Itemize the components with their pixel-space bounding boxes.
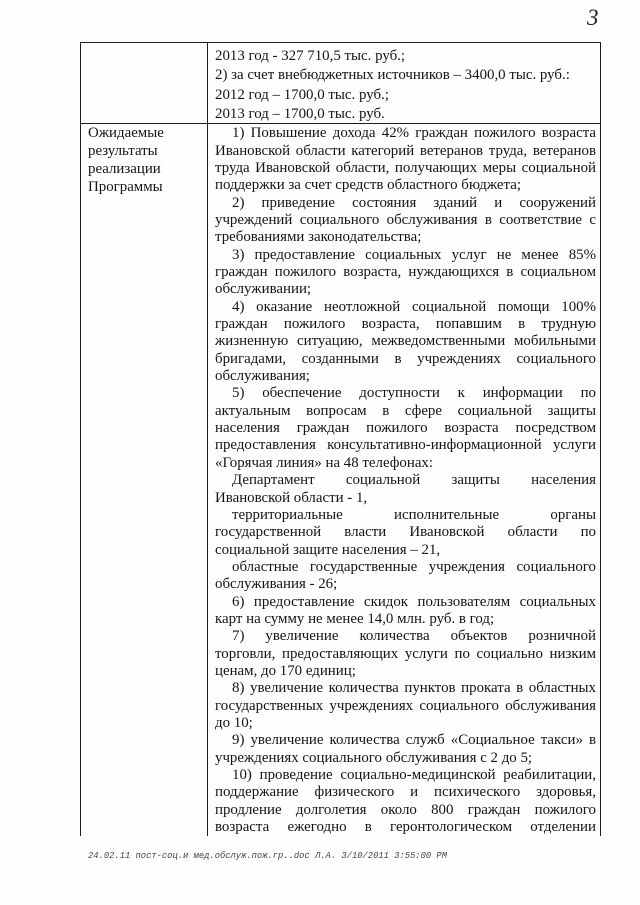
label-line: Ожидаемые — [88, 125, 164, 141]
text-line: учреждениях социального обслуживания с 2 до 5; — [215, 749, 533, 766]
result-item-6 — [215, 594, 596, 629]
text-line: предоставления консультативно-информационной услуги — [215, 437, 596, 454]
text-line: 7) увеличение количества объектов розничной — [232, 628, 596, 645]
text-line: 2012 год – 1700,0 тыс. руб.; — [215, 86, 389, 103]
text-line: труда Ивановской области, получающих меры социальной — [215, 159, 596, 176]
result-item-2 — [215, 195, 596, 247]
text-line: 2013 год - 327 710,5 тыс. руб.; — [215, 47, 406, 64]
label-line: реализации — [88, 161, 161, 177]
text-line: жизненную ситуацию, межведомственными мобильными — [215, 333, 596, 350]
text-line: учреждений социального обслуживания в соответствие с — [215, 212, 596, 229]
result-item-7 — [215, 628, 596, 680]
text-line: требованиями законодательства; — [215, 229, 422, 246]
label-line: результаты — [88, 143, 158, 159]
document-footer: 24.02.11 пост-соц.и мед.обслуж.пож.гр..doc Л.А. 3/10/2011 3:55:00 PM — [88, 851, 447, 861]
text-line: 4) оказание неотложной социальной помощи 100% — [232, 298, 596, 315]
text-line: карт на сумму не менее 14,0 млн. руб. в год; — [215, 610, 495, 627]
result-item-1 — [215, 125, 596, 194]
column-divider — [207, 42, 208, 836]
text-line: областные государственные учреждения социального — [232, 558, 596, 575]
text-line: 6) предоставление скидок пользователям социальных — [232, 593, 596, 610]
text-line: обслуживания; — [215, 368, 310, 385]
text-line: 8) увеличение количества пунктов проката в областных — [232, 680, 596, 697]
text-line: бригадами, созданными в учреждениях социального — [215, 350, 596, 367]
text-line: Ивановской области категорий ветеранов труда, ветеранов — [215, 142, 596, 159]
result-item-9 — [215, 732, 596, 767]
text-line: территориальные исполнительные органы — [232, 506, 596, 523]
text-line: социальной защите населения – 21, — [215, 541, 441, 558]
text-line: граждан пожилого возраста, нуждающихся в социальном — [215, 264, 596, 281]
hotline-regional-institutions — [215, 559, 596, 594]
text-line: граждан пожилого возраста, попавшим в трудную — [215, 316, 596, 333]
result-item-4 — [215, 299, 596, 386]
text-line: обслуживании; — [215, 281, 312, 298]
text-line: возраста ежегодно в геронтологическом отделении — [215, 819, 596, 836]
text-line: 10) проведение социально-медицинской реабилитации, — [232, 767, 596, 784]
hotline-department — [215, 472, 596, 507]
hotline-territorial-bodies — [215, 507, 596, 559]
result-item-5 — [215, 385, 596, 472]
text-line: 1) Повышение дохода 42% граждан пожилого возраста — [232, 125, 596, 142]
text-line: населения граждан пожилого возраста посредством — [215, 420, 596, 437]
result-item-8 — [215, 680, 596, 732]
text-line: 2) приведение состояния зданий и сооружений — [232, 194, 596, 211]
text-line: продление долголетия около 800 граждан пожилого — [215, 801, 596, 818]
text-line: торговли, предоставляющих услуги по социально низким — [215, 645, 596, 662]
page-number: 3 — [587, 5, 599, 30]
text-line: до 10; — [215, 714, 253, 731]
text-line: государственных учреждениях социального обслуживания — [215, 697, 596, 714]
label-cell — [88, 124, 204, 196]
text-line: 9) увеличение количества служб «Социальное такси» в — [232, 732, 596, 749]
funding-cell — [215, 47, 595, 125]
text-line: актуальным вопросам в сфере социальной защиты — [215, 402, 596, 419]
text-line: 2013 год – 1700,0 тыс. руб. — [215, 106, 385, 122]
text-line: поддержание физического и психического здоровья, — [215, 784, 596, 801]
result-item-3 — [215, 247, 596, 299]
label-line: Программы — [88, 179, 163, 195]
text-line: 3) предоставление социальных услуг не менее 85% — [232, 246, 596, 263]
results-cell — [215, 125, 596, 836]
text-line: ценам, до 170 единиц; — [215, 662, 356, 679]
text-line: Ивановской области - 1, — [215, 489, 368, 506]
text-line: 5) обеспечение доступности к информации по — [232, 385, 596, 402]
text-line: государственной власти Ивановской области по — [215, 524, 596, 541]
text-line: 2) за счет внебюджетных источников – 3400,0 тыс. руб.: — [215, 67, 570, 83]
text-line: поддержки за счет средств областного бюджета; — [215, 177, 521, 194]
text-line: «Горячая линия» на 48 телефонах: — [215, 454, 434, 471]
text-line: обслуживания - 26; — [215, 576, 338, 593]
result-item-10 — [215, 767, 596, 836]
text-line: Департамент социальной защиты населения — [232, 472, 596, 489]
